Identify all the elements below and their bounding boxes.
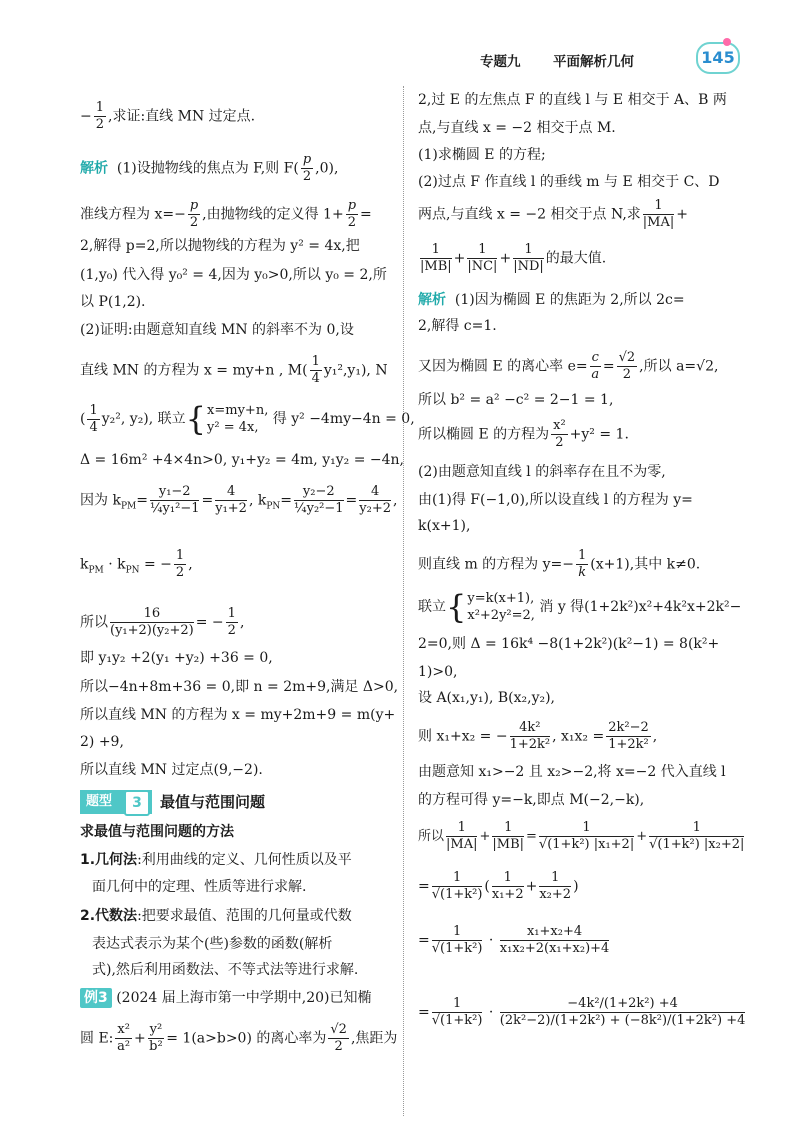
analysis-label: 解析 [80,160,108,177]
text-line: 表达式表示为某个(些)参数的函数(解析 [92,936,333,952]
text-line: 所以 $\frac{16}{\text{(y₁+2)(y₂+2)}}$ = − $\frac{1}{2}$ , [80,606,245,638]
analysis-label: 解析 [418,292,446,308]
text-line: 则直线 m 的方程为 y=− $\frac{1}{k}$ (x+1),其中 k≠0. [418,548,701,580]
text-line: 2,解得 c=1. [418,318,497,334]
text-line: 面几何中的定理、性质等进行求解. [92,879,307,895]
text-line: (2)由题意知直线 l 的斜率存在且不为零, [418,464,666,480]
text-line: − $\frac{1}{2}$ ,求证:直线 MN 过定点. [80,100,256,132]
text-line: 1.几何法:利用曲线的定义、几何性质以及平 [80,852,352,868]
text-line: 则 x₁+x₂ = − $\frac{\text{4k²}}{\text{1+2k²}}$ , x₁x₂ = $\frac{\text{2k²−2}}{\text{1+2k²}}$ , [418,720,658,752]
text-line: 2,过 E 的左焦点 F 的直线 l 与 E 相交于 A、B 两 [418,92,727,108]
text-line: 2) +9, [80,734,124,750]
text-line: 以 P(1,2). [80,294,146,310]
text-line: 2.代数法:把要求最值、范围的几何量或代数 [80,908,352,924]
text-line: = $\frac{1}{\text{√(1+k²)}}$ · $\frac{\text{x₁+x₂+4}}{\text{x₁x₂+2(x₁+x₂)+4}}$ [418,924,610,956]
example-tag: 例3 [80,988,112,1008]
text-line: 由题意知 x₁>−2 且 x₂>−2,将 x=−2 代入直线 l [418,764,726,780]
fraction: $\frac{1}{2}$ [95,100,105,132]
text-line: ( $\frac{1}{4}$ y₂², y₂), 联立{ x=my+n, y² = 4x, 得 y² −4my−4n = 0, [80,400,415,438]
text-line: (2)过点 F 作直线 l 的垂线 m 与 E 相交于 C、D [418,174,720,190]
text-line: = $\frac{1}{\text{√(1+k²)}}$ · $\frac{\text{−4k²/(1+2k²) +4}}{\text{(2k²−2)/(1+2k²) + (−8k²)/(1+2k²) +4}}$ [418,996,746,1028]
page-number: 145 [701,48,735,67]
text-line: (1)求椭圆 E 的方程; [418,147,546,163]
section-banner [80,790,396,814]
text-line: 的方程可得 y=−k,即点 M(−2,−k), [418,792,645,808]
text-line: 联立{ y=k(x+1), x²+2y²=2, 消 y 得(1+2k²)x²+4k²x+2k²− [418,588,742,626]
text-line: 所以直线 MN 的方程为 x = my+2m+9 = m(y+ [80,707,396,723]
text-line: 所以−4n+8m+36 = 0,即 n = 2m+9,满足 Δ>0, [80,679,399,695]
section-title: 最值与范围问题 [160,793,266,811]
text-line: 式),然后利用函数法、不等式法等进行求解. [92,962,359,978]
text-line: 又因为椭圆 E 的离心率 e= $\frac{c}{a}$ = $\frac{√2}{2}$ ,所以 a=√2, [418,350,719,382]
text-line: 2,解得 p=2,所以抛物线的方程为 y² = 4x,把 [80,238,360,254]
method-title: 求最值与范围问题的方法 [80,824,234,840]
text-line: 点,与直线 x = −2 相交于点 M. [418,120,616,136]
text-line: 即 y₁y₂ +2(y₁ +y₂) +36 = 0, [80,650,273,666]
text-line: 设 A(x₁,y₁), B(x₂,y₂), [418,690,556,706]
text-line: 所以 $\frac{1}{|MA|}$ + $\frac{1}{|MB|}$ = $\frac{1}{\text{√(1+k²) |x₁+2|}}$ + $\frac{1}{\text{√(1+k²) |x₂+2|}}$ [418,820,745,852]
text-line: 圆 E: $\frac{\text{x²}}{\text{a²}}$ + $\frac{\text{y²}}{\text{b²}}$ = 1(a>b>0) 的离心率为 $\frac{√2}{2}$ ,焦距为 [80,1022,398,1054]
text-line: 解析 (1)设抛物线的焦点为 F,则 F( $\frac{p}{2}$ ,0), [80,152,339,184]
page-number-badge [696,42,740,74]
text-line: = $\frac{1}{\text{√(1+k²)}}$ ( $\frac{1}{\text{x₁+2}}$ + $\frac{1}{\text{x₂+2}}$ ) [418,870,579,902]
text-line: (2)证明:由题意知直线 MN 的斜率不为 0,设 [80,322,354,338]
text-line: 由(1)得 F(−1,0),所以设直线 l 的方程为 y= [418,492,693,508]
text-line: 所以 b² = a² −c² = 2−1 = 1, [418,392,614,408]
decorative-dot-icon [723,38,731,46]
text-line: 1)>0, [418,664,458,680]
section-number: 3 [124,790,150,816]
text-line: 例3 (2024 届上海市第一中学期中,20)已知椭 [80,988,371,1008]
page-header [0,0,800,84]
column-divider [403,86,404,1116]
section-label: 题型 [80,790,152,814]
text-line: 所以椭圆 E 的方程为 $\frac{\text{x²}}{2}$ +y² = 1. [418,418,629,450]
text-line: 解析 (1)因为椭圆 E 的焦距为 2,所以 2c= [418,292,685,308]
text-line: 两点,与直线 x = −2 相交于点 N,求 $\frac{1}{|MA|}$ + [418,198,688,230]
chapter-title: 平面解析几何 [553,54,634,70]
text-line: 因为 $k_{PM}=$ $\frac{\text{y₁−2}}{\text{¼y₁²−1}}$ = $\frac{4}{\text{y₁+2}}$ , $k_{PN}=$ $\frac{\text{y₂−2}}{\text{¼y₂²−1}}$ = $\frac{4}{\text{y₂+2}}$ , [80,484,398,516]
text-line: $k_{PM} \cdot k_{PN}$ = − $\frac{1}{2}$ , [80,548,193,580]
text-line: 直线 MN 的方程为 x = my+n , M( $\frac{1}{4}$ y₁²,y₁), N [80,354,388,386]
text-line: 2=0,则 Δ = 16k⁴ −8(1+2k²)(k²−1) = 8(k²+ [418,636,720,652]
text-line: 准线方程为 x=− $\frac{p}{2}$ ,由抛物线的定义得 1+ $\frac{p}{2}$ = [80,198,372,230]
text-line: 所以直线 MN 过定点(9,−2). [80,762,263,778]
topic-label: 专题九 [480,54,521,70]
text-line: $\frac{1}{|MB|}$ + $\frac{1}{|NC|}$ + $\frac{1}{|ND|}$ 的最大值. [420,242,607,274]
text-line: k(x+1), [418,518,471,534]
text-line: (1,y₀) 代入得 y₀² = 4,因为 y₀>0,所以 y₀ = 2,所 [80,267,387,283]
text-line: Δ = 16m² +4×4n>0, y₁+y₂ = 4m, y₁y₂ = −4n, [80,452,404,468]
